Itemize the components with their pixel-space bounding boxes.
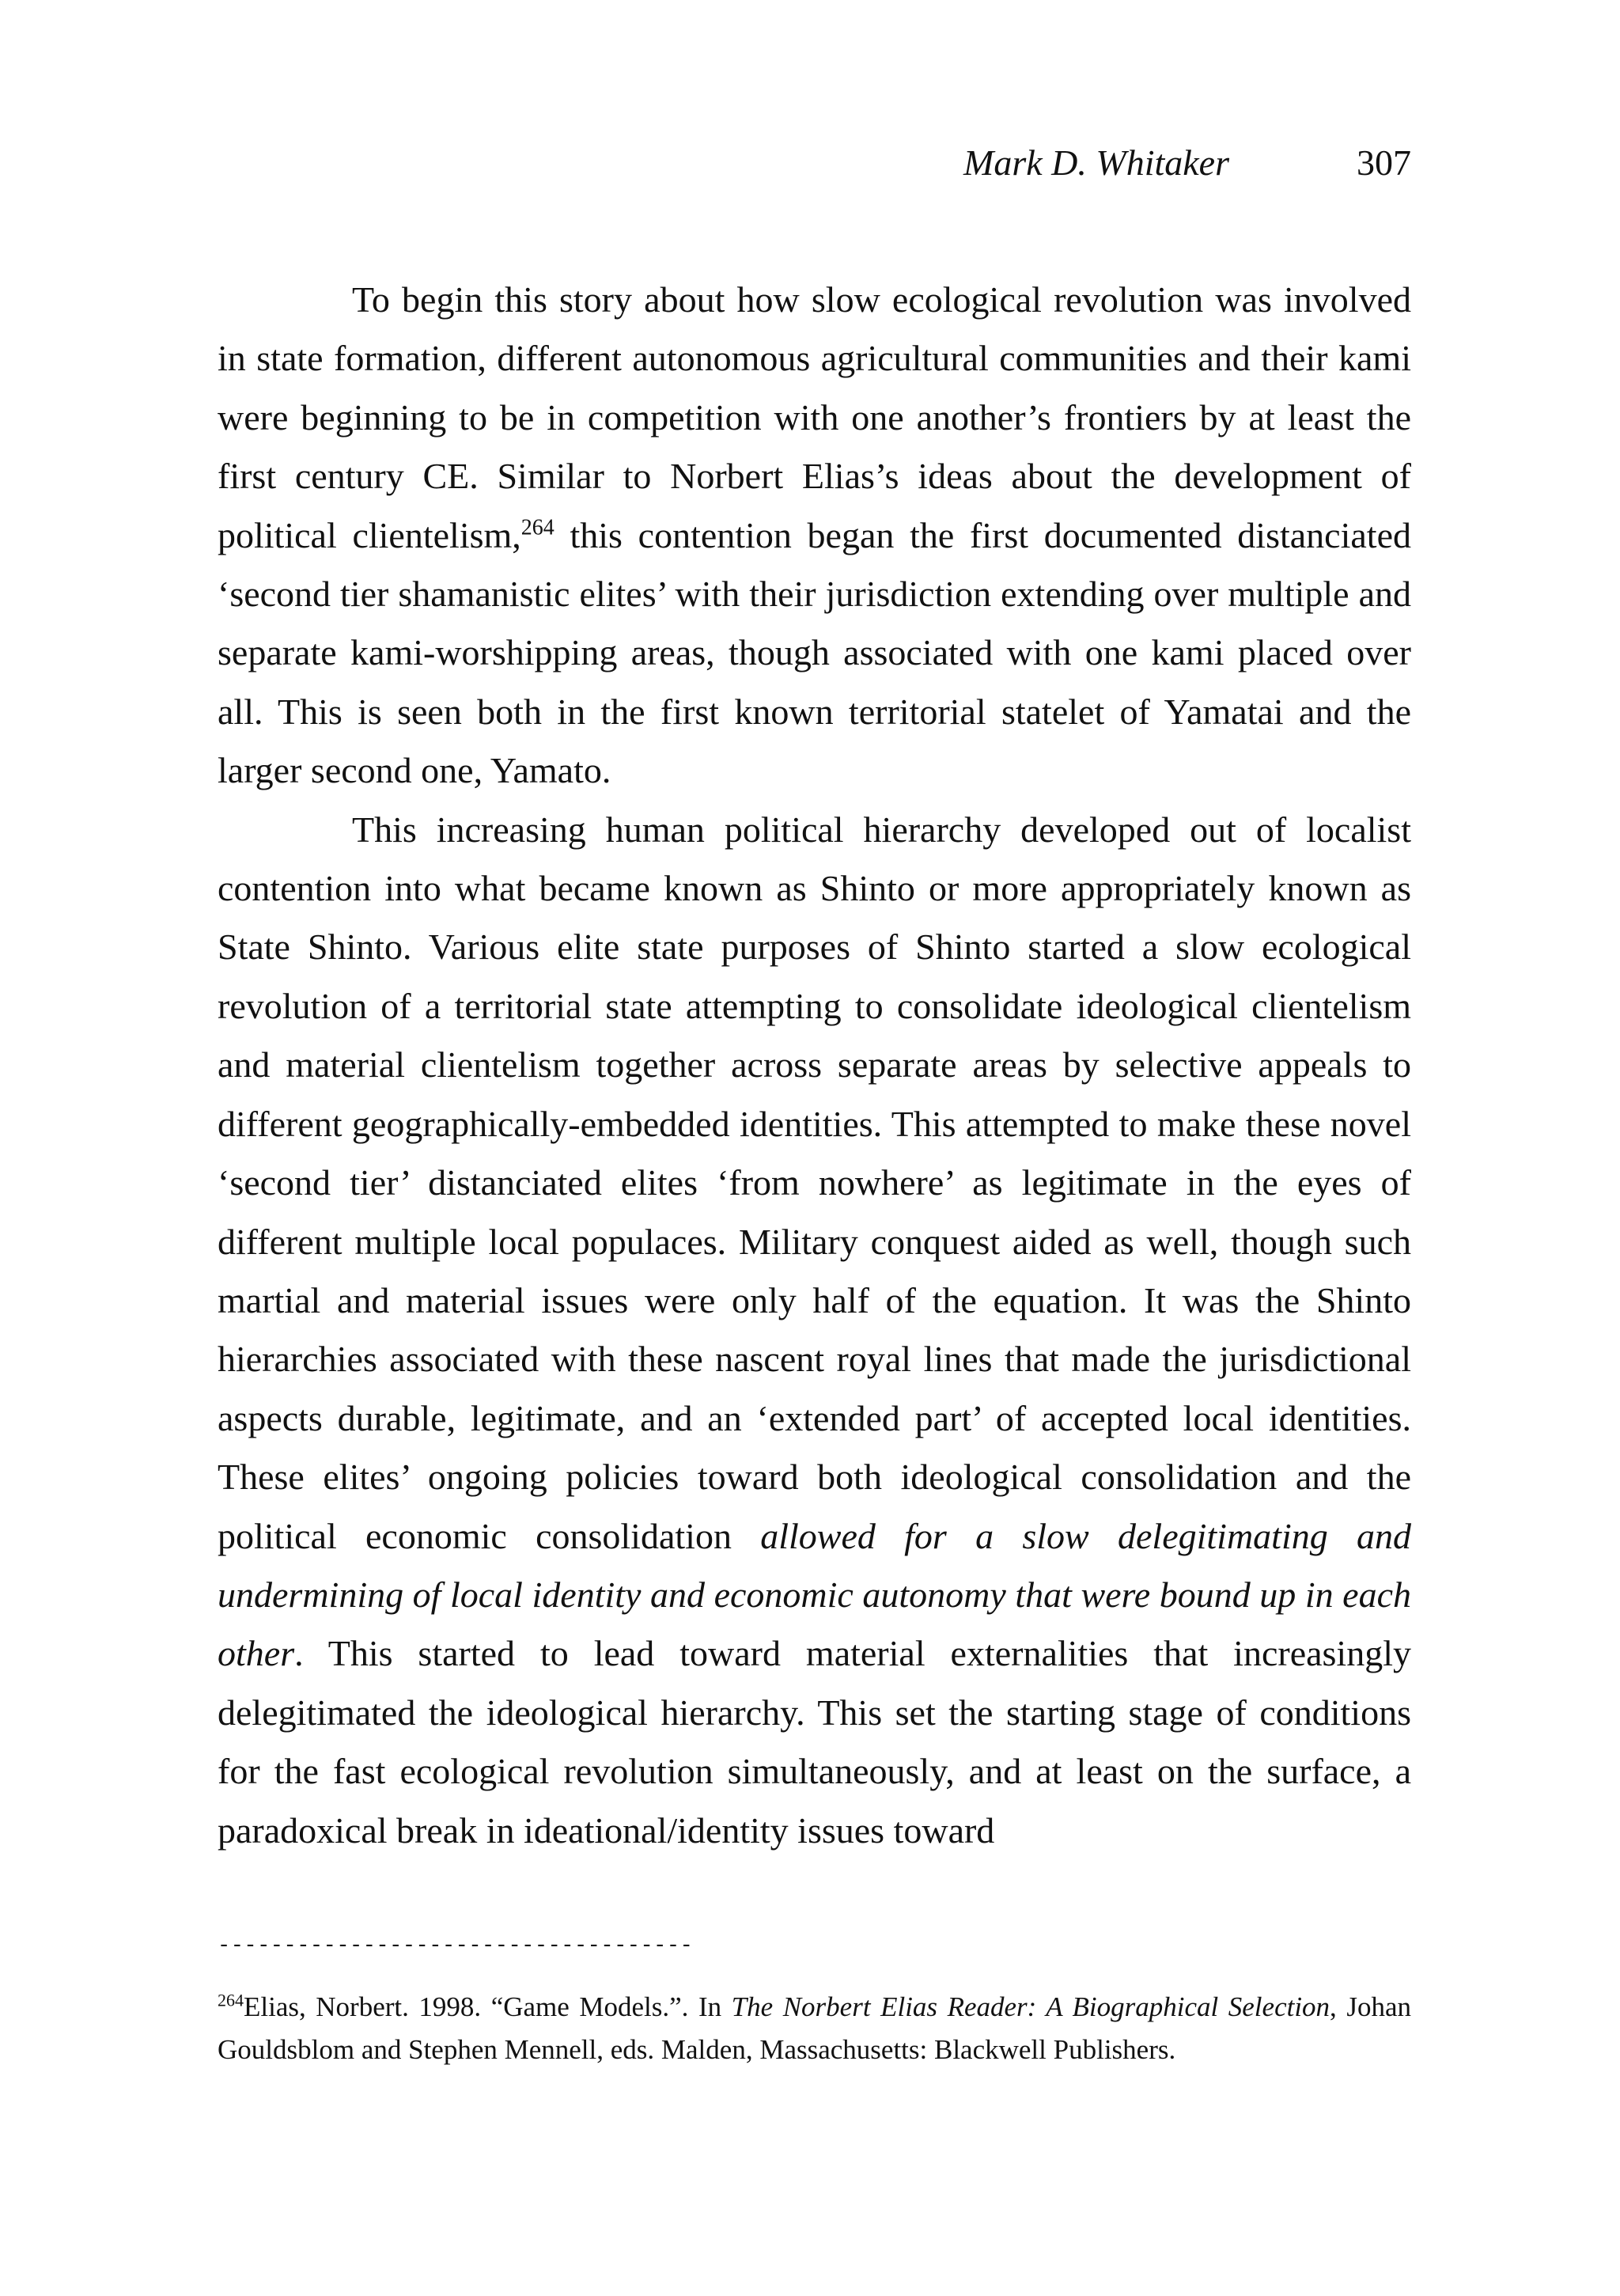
body-text bbox=[218, 271, 1411, 1860]
footnote-book-title: The Norbert Elias Reader: A Biographical Selection bbox=[731, 1991, 1330, 2022]
running-head-author: Mark D. Whitaker bbox=[963, 142, 1229, 183]
paragraph-1-text: To begin this story about how slow ecological revolution was involved in state formation, different autonomous agricultural communities and their kami were beginning to be in competition with one another’s frontiers by at least the first century CE. Similar to Norbert Elias’s ideas about the development of political clientelism, bbox=[218, 279, 1411, 555]
paragraph-2-text-continued: . This started to lead toward material externalities that increasingly delegitimated the ideological hierarchy. This set the starting stage of conditions for the fast ecological revolution simultaneously, and at least on the surface, a paradoxical break in ideational/identity issues toward bbox=[218, 1633, 1411, 1851]
paragraph-1 bbox=[218, 271, 1411, 801]
paragraph-2 bbox=[218, 801, 1411, 1860]
page-number: 307 bbox=[1357, 142, 1411, 183]
footnote-reference: 264 bbox=[520, 515, 555, 540]
paragraph-2-emphasis: allowed for a slow delegitimating and undermining of local identity and economic autonomy that were bound up in each other bbox=[218, 1515, 1411, 1674]
paragraph-1-text-continued: this contention began the first documented distanciated ‘second tier shamanistic elites’ with their jurisdiction extending over multiple and separate kami-worshipping areas, though associated with one kami placed over all. This is seen both in the first known territorial statelet of Yamatai and the larger second one, Yamato. bbox=[218, 514, 1411, 791]
footnote-264 bbox=[218, 1986, 1411, 2071]
footnote-text-continued: , Johan Gouldsblom and Stephen Mennell, eds. Malden, Massachusetts: Blackwell Publishers. bbox=[218, 1991, 1411, 2065]
footnote-number: 264 bbox=[218, 1990, 244, 2010]
footnote-separator: ------------------------------------ bbox=[218, 1934, 694, 1958]
footnote-text: Elias, Norbert. 1998. “Game Models.”. In bbox=[244, 1991, 732, 2022]
paragraph-2-text: This increasing human political hierarchy developed out of localist contention into what became known as Shinto or more appropriately known as State Shinto. Various elite state purposes of Shinto started a slow ecological revolution of a territorial state attempting to consolidate ideological clientelism and material clientelism together across separate areas by selective appeals to different geographically-embedded identities. This attempted to make these novel ‘second tier’ distanciated elites ‘from nowhere’ as legitimate in the eyes of different multiple local populaces. Military conquest aided as well, though such martial and material issues were only half of the equation. It was the Shinto hierarchies associated with these nascent royal lines that made the jurisdictional aspects durable, legitimate, and an ‘extended part’ of accepted local identities. These elites’ ongoing policies toward both ideological consolidation and the political economic consolidation bbox=[218, 809, 1411, 1556]
running-head bbox=[218, 141, 1411, 188]
